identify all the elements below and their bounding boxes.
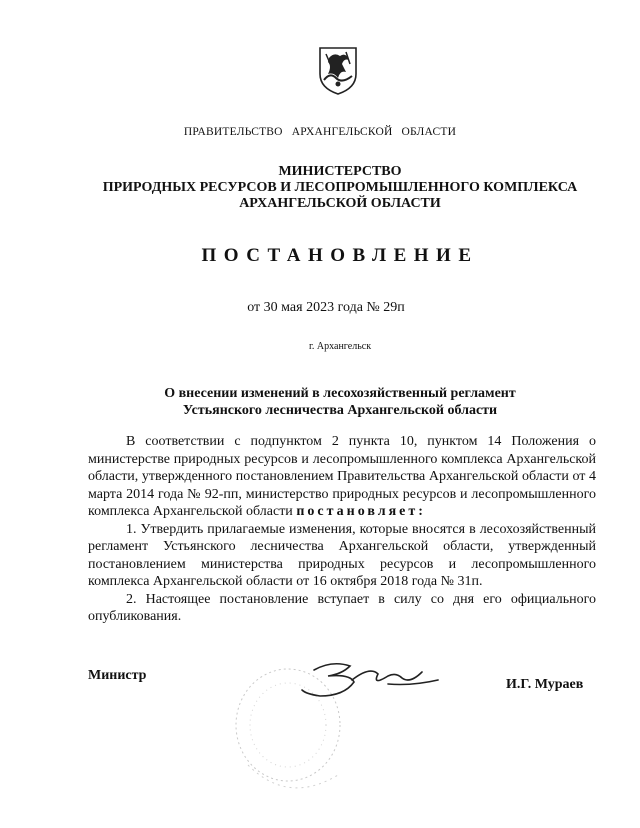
document-city: г. Архангельск — [308, 341, 372, 352]
document-title — [40, 385, 640, 419]
preamble-text: В соответствии с подпунктом 2 пункта 10, пунктом 14 Положения о министерстве природных ресурсов и лесопромышленного комплекса Архангельской области, утвержденного постановлением Правительства Архангельской области от 4 марта 2014 года № 92-пп, министерство природных ресурсов и лесопромышленного комплекса Архангельской области — [88, 434, 596, 519]
title-line: Устьянского лесничества Архангельской области — [182, 403, 498, 418]
item-1-paragraph: 1. Утвердить прилагаемые изменения, которые вносятся в лесохозяйственный регламент Устьянского лесничества Архангельской области, утвержденный постановлением министерства природных ресурсов и лесопромышленного комплекса Архангельской области от 16 октября 2018 года № 31п. — [88, 521, 596, 589]
decides-word: постановляет: — [296, 504, 426, 519]
handwritten-signature — [292, 656, 442, 706]
document-type: ПОСТАНОВЛЕНИЕ — [201, 245, 479, 266]
government-header: ПРАВИТЕЛЬСТВО АРХАНГЕЛЬСКОЙ ОБЛАСТИ — [183, 126, 457, 138]
document-date-number: от 30 мая 2023 года № 29п — [247, 300, 405, 315]
item-2-paragraph: 2. Настоящее постановление вступает в силу со дня его официального опубликования. — [88, 591, 596, 624]
signatory-name: И.Г. Мураев — [506, 677, 584, 692]
ministry-line: ПРИРОДНЫХ РЕСУРСОВ И ЛЕСОПРОМЫШЛЕННОГО КОМПЛЕКСА — [102, 180, 578, 195]
ministry-line: МИНИСТЕРСТВО — [278, 164, 402, 179]
title-line: О внесении изменений в лесохозяйственный регламент — [164, 386, 516, 401]
signatory-position: Министр — [88, 668, 147, 683]
preamble-paragraph — [88, 433, 596, 521]
ministry-header — [40, 164, 640, 212]
ministry-line: АРХАНГЕЛЬСКОЙ ОБЛАСТИ — [239, 196, 441, 211]
document-body — [88, 433, 596, 626]
coat-of-arms-emblem-icon — [316, 44, 360, 96]
